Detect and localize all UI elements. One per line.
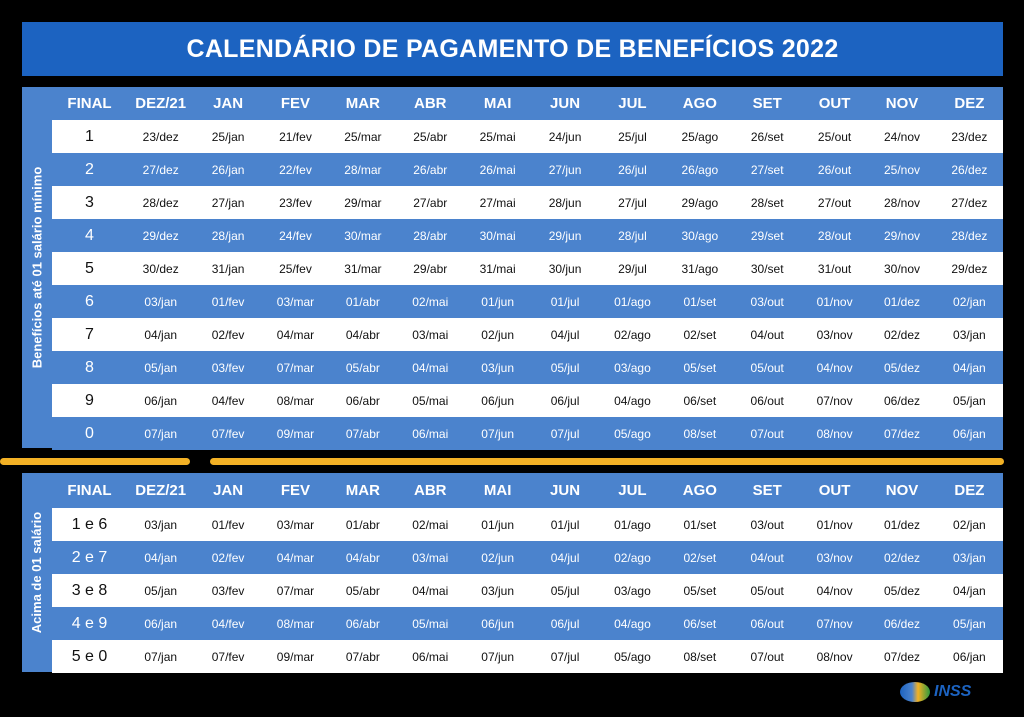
date-cell: 29/abr — [413, 261, 448, 276]
date-cell: 05/ago — [614, 426, 651, 441]
date-cell: 02/jun — [481, 327, 514, 342]
date-cell: 01/fev — [211, 294, 245, 309]
date-cell: 29/jun — [548, 228, 582, 243]
date-cell: 30/ago — [681, 228, 719, 243]
column-header: AGO — [682, 95, 717, 112]
date-cell: 25/ago — [681, 129, 719, 144]
column-header: FINAL — [67, 95, 112, 112]
date-cell: 04/fev — [211, 616, 245, 631]
date-cell: 04/out — [750, 550, 784, 565]
table-header — [52, 87, 1003, 120]
date-cell: 28/abr — [413, 228, 448, 243]
date-cell: 28/out — [817, 228, 852, 243]
date-cell: 26/jul — [618, 162, 647, 177]
date-cell: 08/nov — [816, 426, 853, 441]
date-cell: 01/dez — [883, 517, 920, 532]
table-row — [52, 219, 1003, 252]
payment-table-above — [52, 473, 1003, 673]
divider — [210, 458, 1004, 465]
date-cell: 05/dez — [883, 583, 920, 598]
date-cell: 27/mai — [479, 195, 516, 210]
date-cell: 31/jan — [211, 261, 245, 276]
date-cell: 29/ago — [681, 195, 719, 210]
date-cell: 26/jan — [211, 162, 245, 177]
final-digit-cell: 4 e 9 — [71, 614, 108, 632]
date-cell: 05/jan — [144, 583, 178, 598]
date-cell: 02/jan — [953, 294, 986, 309]
final-digit-cell: 5 — [85, 259, 94, 277]
date-cell: 04/ago — [614, 393, 651, 408]
date-cell: 05/ago — [614, 649, 651, 664]
date-cell: 23/dez — [142, 129, 179, 144]
date-cell: 02/mai — [412, 294, 449, 309]
column-header: FINAL — [67, 482, 112, 499]
date-cell: 05/set — [683, 360, 717, 375]
column-header: ABR — [414, 95, 447, 112]
column-header: MAR — [345, 482, 380, 499]
date-cell: 01/abr — [345, 517, 380, 532]
date-cell: 30/mai — [479, 228, 516, 243]
final-digit-cell: 2 — [85, 160, 94, 178]
date-cell: 29/jul — [618, 261, 647, 276]
date-cell: 09/mar — [276, 649, 315, 664]
table-header — [52, 473, 1003, 508]
date-cell: 02/fev — [211, 327, 245, 342]
column-header: SET — [752, 482, 782, 499]
date-cell: 29/dez — [142, 228, 179, 243]
date-cell: 06/jan — [144, 616, 178, 631]
payment-table-minimum — [52, 87, 1003, 450]
date-cell: 31/mar — [344, 261, 382, 276]
date-cell: 07/out — [750, 649, 784, 664]
date-cell: 02/dez — [883, 327, 920, 342]
date-cell: 03/mar — [276, 294, 315, 309]
column-header: AGO — [682, 482, 717, 499]
date-cell: 04/out — [750, 327, 784, 342]
date-cell: 06/jul — [550, 616, 580, 631]
date-cell: 02/set — [683, 550, 717, 565]
date-cell: 07/dez — [883, 426, 920, 441]
date-cell: 04/jul — [550, 327, 580, 342]
date-cell: 03/jan — [953, 550, 986, 565]
date-cell: 04/abr — [345, 327, 380, 342]
date-cell: 08/set — [683, 426, 717, 441]
date-cell: 06/jun — [481, 616, 514, 631]
date-cell: 03/fev — [211, 360, 245, 375]
table-row — [52, 417, 1003, 450]
date-cell: 04/nov — [816, 360, 853, 375]
date-cell: 04/mai — [412, 583, 449, 598]
date-cell: 01/dez — [883, 294, 920, 309]
date-cell: 02/ago — [614, 327, 651, 342]
date-cell: 07/jan — [144, 649, 178, 664]
table-row — [52, 285, 1003, 318]
final-digit-cell: 3 e 8 — [71, 581, 108, 599]
date-cell: 28/dez — [142, 195, 179, 210]
date-cell: 30/dez — [142, 261, 179, 276]
column-header: JUL — [618, 482, 647, 499]
column-header: ABR — [414, 482, 447, 499]
date-cell: 25/jan — [211, 129, 245, 144]
date-cell: 06/jul — [550, 393, 580, 408]
date-cell: 26/dez — [951, 162, 988, 177]
date-cell: 05/out — [750, 360, 784, 375]
date-cell: 25/fev — [279, 261, 312, 276]
date-cell: 23/dez — [951, 129, 988, 144]
date-cell: 28/dez — [951, 228, 988, 243]
section-label: Acima de 01 salário — [29, 511, 45, 634]
column-header: NOV — [885, 482, 919, 499]
date-cell: 04/mar — [276, 327, 315, 342]
table-row — [52, 508, 1003, 541]
final-digit-cell: 9 — [85, 391, 94, 409]
date-cell: 03/fev — [211, 583, 245, 598]
date-cell: 06/dez — [883, 616, 920, 631]
table-row — [52, 384, 1003, 417]
date-cell: 07/abr — [345, 649, 380, 664]
date-cell: 04/jan — [144, 327, 178, 342]
date-cell: 02/dez — [883, 550, 920, 565]
date-cell: 03/ago — [614, 583, 651, 598]
column-header: JUN — [550, 482, 581, 499]
date-cell: 04/fev — [211, 393, 245, 408]
date-cell: 05/abr — [345, 360, 380, 375]
date-cell: 27/dez — [142, 162, 179, 177]
date-cell: 06/out — [750, 393, 784, 408]
section-above-minimum — [22, 473, 1003, 672]
date-cell: 07/mar — [276, 583, 315, 598]
date-cell: 04/jul — [550, 550, 580, 565]
date-cell: 04/jan — [953, 583, 986, 598]
section-minimum-wage — [22, 87, 1003, 448]
date-cell: 03/mai — [412, 550, 449, 565]
date-cell: 05/dez — [883, 360, 920, 375]
date-cell: 03/jan — [144, 294, 178, 309]
date-cell: 03/nov — [816, 550, 853, 565]
final-digit-cell: 5 e 0 — [71, 647, 108, 665]
date-cell: 25/out — [817, 129, 852, 144]
date-cell: 02/mai — [412, 517, 449, 532]
column-header: OUT — [818, 95, 851, 112]
date-cell: 27/jan — [211, 195, 245, 210]
date-cell: 07/mar — [276, 360, 315, 375]
date-cell: 02/jun — [481, 550, 514, 565]
divider — [0, 458, 190, 465]
date-cell: 27/dez — [951, 195, 988, 210]
date-cell: 06/mai — [412, 649, 449, 664]
date-cell: 07/jun — [481, 649, 514, 664]
date-cell: 27/jul — [618, 195, 647, 210]
date-cell: 05/jul — [550, 583, 580, 598]
date-cell: 02/fev — [211, 550, 245, 565]
date-cell: 05/out — [750, 583, 784, 598]
date-cell: 02/jan — [953, 517, 986, 532]
date-cell: 26/set — [750, 129, 784, 144]
date-cell: 28/mar — [344, 162, 382, 177]
date-cell: 07/jul — [550, 649, 580, 664]
column-header: DEZ/21 — [135, 95, 187, 112]
date-cell: 03/jan — [953, 327, 986, 342]
date-cell: 08/mar — [276, 616, 315, 631]
date-cell: 03/jan — [144, 517, 178, 532]
date-cell: 22/fev — [279, 162, 312, 177]
inss-logo: INSS — [900, 682, 971, 702]
table-row — [52, 318, 1003, 351]
date-cell: 01/ago — [614, 294, 651, 309]
date-cell: 28/jul — [618, 228, 647, 243]
table-row — [52, 541, 1003, 574]
date-cell: 07/jun — [481, 426, 514, 441]
column-header: DEZ — [954, 482, 985, 499]
date-cell: 07/fev — [211, 426, 245, 441]
date-cell: 06/jan — [144, 393, 178, 408]
section-label: Benefícios até 01 salário mínimo — [29, 166, 45, 369]
date-cell: 01/jul — [550, 294, 580, 309]
date-cell: 04/nov — [816, 583, 853, 598]
date-cell: 04/jan — [953, 360, 986, 375]
date-cell: 24/jun — [548, 129, 582, 144]
date-cell: 30/mar — [344, 228, 382, 243]
date-cell: 29/dez — [951, 261, 988, 276]
inss-logo-icon — [900, 682, 930, 702]
date-cell: 01/set — [683, 517, 717, 532]
date-cell: 05/mai — [412, 393, 449, 408]
final-digit-cell: 4 — [85, 226, 94, 244]
date-cell: 08/mar — [276, 393, 315, 408]
date-cell: 07/nov — [816, 616, 853, 631]
date-cell: 06/jun — [481, 393, 514, 408]
table-row — [52, 120, 1003, 153]
final-digit-cell: 1 e 6 — [71, 515, 108, 533]
table-row — [52, 640, 1003, 673]
final-digit-cell: 1 — [85, 127, 94, 145]
date-cell: 06/abr — [345, 616, 380, 631]
date-cell: 03/ago — [614, 360, 651, 375]
final-digit-cell: 2 e 7 — [71, 548, 108, 566]
date-cell: 04/mai — [412, 360, 449, 375]
date-cell: 01/abr — [345, 294, 380, 309]
column-header: JAN — [213, 482, 244, 499]
date-cell: 08/nov — [816, 649, 853, 664]
date-cell: 31/out — [817, 261, 852, 276]
date-cell: 05/mai — [412, 616, 449, 631]
date-cell: 07/dez — [883, 649, 920, 664]
date-cell: 30/set — [750, 261, 784, 276]
date-cell: 03/jun — [481, 583, 514, 598]
final-digit-cell: 7 — [85, 325, 94, 343]
column-header: SET — [752, 95, 782, 112]
date-cell: 01/jun — [481, 294, 514, 309]
date-cell: 06/dez — [883, 393, 920, 408]
table-row — [52, 153, 1003, 186]
column-header: OUT — [818, 482, 851, 499]
date-cell: 01/jun — [481, 517, 514, 532]
column-header: FEV — [280, 482, 311, 499]
date-cell: 04/ago — [614, 616, 651, 631]
date-cell: 03/out — [750, 294, 784, 309]
date-cell: 25/nov — [883, 162, 920, 177]
date-cell: 28/jan — [211, 228, 245, 243]
date-cell: 26/abr — [413, 162, 448, 177]
table-row — [52, 607, 1003, 640]
date-cell: 31/ago — [681, 261, 719, 276]
column-header: MAI — [483, 95, 512, 112]
final-digit-cell: 6 — [85, 292, 94, 310]
date-cell: 06/jan — [953, 649, 986, 664]
date-cell: 27/out — [817, 195, 852, 210]
date-cell: 25/mar — [344, 129, 382, 144]
date-cell: 26/out — [817, 162, 852, 177]
date-cell: 03/nov — [816, 327, 853, 342]
date-cell: 29/mar — [344, 195, 382, 210]
table-row — [52, 574, 1003, 607]
table-row — [52, 351, 1003, 384]
date-cell: 02/set — [683, 327, 717, 342]
date-cell: 23/fev — [279, 195, 312, 210]
date-cell: 25/abr — [413, 129, 448, 144]
date-cell: 03/mai — [412, 327, 449, 342]
date-cell: 29/set — [750, 228, 784, 243]
date-cell: 03/mar — [276, 517, 315, 532]
date-cell: 04/mar — [276, 550, 315, 565]
date-cell: 25/mai — [479, 129, 516, 144]
date-cell: 05/jan — [144, 360, 178, 375]
date-cell: 21/fev — [279, 129, 312, 144]
date-cell: 01/nov — [816, 517, 853, 532]
date-cell: 05/jul — [550, 360, 580, 375]
date-cell: 06/set — [683, 393, 717, 408]
table-row — [52, 186, 1003, 219]
column-header: JUN — [550, 95, 581, 112]
column-header: JUL — [618, 95, 647, 112]
table-row — [52, 252, 1003, 285]
date-cell: 05/abr — [345, 583, 380, 598]
column-header: FEV — [280, 95, 311, 112]
date-cell: 06/jan — [953, 426, 986, 441]
date-cell: 07/jan — [144, 426, 178, 441]
date-cell: 03/out — [750, 517, 784, 532]
date-cell: 06/set — [683, 616, 717, 631]
page-title: CALENDÁRIO DE PAGAMENTO DE BENEFÍCIOS 2022 — [22, 22, 1003, 76]
date-cell: 07/jul — [550, 426, 580, 441]
date-cell: 26/ago — [681, 162, 719, 177]
column-header: DEZ/21 — [135, 482, 187, 499]
column-header: DEZ — [954, 95, 985, 112]
date-cell: 06/out — [750, 616, 784, 631]
date-cell: 27/jun — [548, 162, 582, 177]
date-cell: 01/ago — [614, 517, 651, 532]
date-cell: 04/abr — [345, 550, 380, 565]
column-header: NOV — [885, 95, 919, 112]
date-cell: 24/nov — [883, 129, 920, 144]
date-cell: 27/set — [750, 162, 784, 177]
date-cell: 05/jan — [953, 393, 986, 408]
date-cell: 28/jun — [548, 195, 582, 210]
final-digit-cell: 8 — [85, 358, 94, 376]
date-cell: 01/set — [683, 294, 717, 309]
date-cell: 07/abr — [345, 426, 380, 441]
date-cell: 05/set — [683, 583, 717, 598]
date-cell: 05/jan — [953, 616, 986, 631]
date-cell: 01/fev — [211, 517, 245, 532]
date-cell: 25/jul — [618, 129, 647, 144]
date-cell: 29/nov — [883, 228, 920, 243]
date-cell: 27/abr — [413, 195, 448, 210]
date-cell: 06/abr — [345, 393, 380, 408]
date-cell: 07/out — [750, 426, 784, 441]
date-cell: 30/nov — [883, 261, 920, 276]
date-cell: 30/jun — [548, 261, 582, 276]
date-cell: 06/mai — [412, 426, 449, 441]
date-cell: 26/mai — [479, 162, 516, 177]
date-cell: 01/jul — [550, 517, 580, 532]
final-digit-cell: 0 — [85, 424, 94, 442]
date-cell: 07/nov — [816, 393, 853, 408]
date-cell: 04/jan — [144, 550, 178, 565]
date-cell: 28/set — [750, 195, 784, 210]
column-header: JAN — [213, 95, 244, 112]
date-cell: 28/nov — [883, 195, 920, 210]
date-cell: 01/nov — [816, 294, 853, 309]
date-cell: 31/mai — [479, 261, 516, 276]
column-header: MAI — [483, 482, 512, 499]
column-header: MAR — [345, 95, 380, 112]
final-digit-cell: 3 — [85, 193, 94, 211]
date-cell: 09/mar — [276, 426, 315, 441]
date-cell: 03/jun — [481, 360, 514, 375]
date-cell: 24/fev — [279, 228, 312, 243]
date-cell: 07/fev — [211, 649, 245, 664]
date-cell: 08/set — [683, 649, 717, 664]
date-cell: 02/ago — [614, 550, 651, 565]
